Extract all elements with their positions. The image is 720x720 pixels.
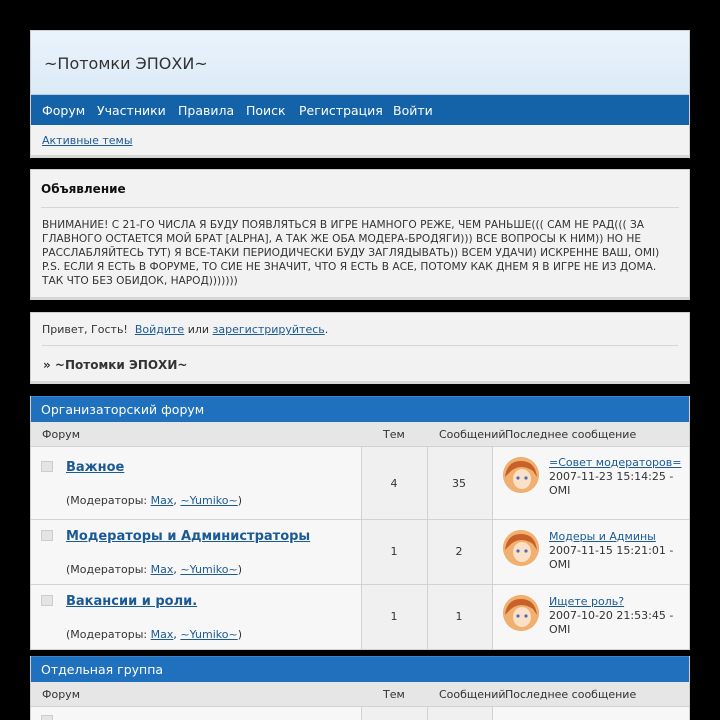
forum-link[interactable]: Важное	[66, 460, 125, 475]
topic-count: 1	[390, 610, 398, 623]
site-header	[30, 30, 690, 158]
column-header	[31, 422, 689, 447]
nav-register[interactable]: Регистрация	[299, 103, 383, 118]
col-last: Последнее сообщение	[505, 428, 637, 441]
moderator-link[interactable]: ~Yumiko~	[180, 628, 238, 641]
col-posts: Сообщений	[439, 428, 506, 441]
forum-status-icon	[41, 530, 53, 541]
post-count: 2	[455, 545, 463, 558]
moderators-label: (Модераторы:	[66, 494, 148, 507]
column-header	[31, 682, 689, 707]
paren: )	[237, 563, 243, 576]
moderators	[66, 563, 242, 576]
forum-link[interactable]: Модераторы и Администраторы	[66, 529, 311, 544]
announcement-box	[30, 169, 690, 300]
nav-forum[interactable]: Форум	[42, 103, 86, 118]
avatar[interactable]	[503, 595, 539, 631]
forum-row	[31, 585, 689, 650]
last-post-meta: 2007-10-20 21:53:45 - OMI	[549, 609, 674, 636]
login-link[interactable]: Войдите	[134, 323, 185, 336]
category-title[interactable]: Отдельная группа	[31, 656, 689, 682]
last-post-meta: 2007-11-23 15:14:25 - OMI	[549, 470, 674, 497]
last-post-link[interactable]: =Совет модераторов=	[549, 456, 682, 469]
greeting-text: Привет, Гость!	[42, 323, 128, 336]
forum-status-icon	[41, 595, 53, 606]
nav-rules[interactable]: Правила	[178, 103, 235, 118]
last-post-link[interactable]: Модеры и Админы	[549, 530, 656, 543]
category-title[interactable]: Организаторский форум	[31, 396, 689, 422]
comma: ,	[173, 494, 177, 507]
last-post-link[interactable]: Ищете роль?	[549, 595, 625, 608]
post-count: 1	[455, 610, 463, 623]
active-topics-link[interactable]: Активные темы	[42, 134, 133, 147]
or-text: или	[187, 323, 210, 336]
forum-link[interactable]: Вакансии и роли.	[66, 594, 198, 609]
forum-row	[31, 707, 689, 720]
nav-search[interactable]: Поиск	[246, 103, 286, 118]
moderator-link[interactable]: ~Yumiko~	[180, 563, 238, 576]
topic-count: 1	[390, 545, 398, 558]
moderators-label: (Модераторы:	[66, 628, 148, 641]
breadcrumb[interactable]: » ~Потомки ЭПОХИ~	[43, 358, 188, 372]
forum-status-icon	[41, 461, 53, 472]
welcome-line	[42, 323, 328, 336]
moderator-link[interactable]: ~Yumiko~	[180, 494, 238, 507]
moderators	[66, 494, 242, 507]
last-post	[549, 595, 684, 637]
forum-status-icon	[41, 715, 53, 720]
last-post-meta: 2007-11-15 15:21:01 - OMI	[549, 544, 674, 571]
paren: )	[237, 628, 243, 641]
col-posts: Сообщений	[439, 688, 506, 701]
nav-login[interactable]: Войти	[393, 103, 433, 118]
divider	[42, 345, 678, 346]
moderators	[66, 628, 242, 641]
col-last: Последнее сообщение	[505, 688, 637, 701]
comma: ,	[173, 628, 177, 641]
avatar[interactable]	[503, 530, 539, 566]
col-topics: Тем	[383, 428, 405, 441]
moderator-link[interactable]: Max	[150, 563, 174, 576]
avatar[interactable]	[503, 457, 539, 493]
col-topics: Тем	[383, 688, 405, 701]
register-link[interactable]: зарегистрируйтесь	[212, 323, 325, 336]
site-title[interactable]: ~Потомки ЭПОХИ~	[44, 54, 208, 73]
period: .	[324, 323, 329, 336]
col-forum: Форум	[42, 688, 80, 701]
main-nav	[31, 95, 689, 125]
nav-members[interactable]: Участники	[97, 103, 166, 118]
category-separate-group	[30, 656, 690, 720]
last-post	[549, 530, 684, 572]
announcement-text: ВНИМАНИЕ! С 21-ГО ЧИСЛА Я БУДУ ПОЯВЛЯТЬСЯ В ИГРЕ НАМНОГО РЕЖЕ, ЧЕМ РАНЬШЕ((( САМ НЕ РАД((( ЗА ГЛАВНОГО ОСТАЕТСЯ МОЙ БРАТ [ALPHA], А ТАК ЖЕ ОБА МОДЕРА-БРОДЯГИ))) ВСЕ ВОПРОСЫ К НИМ)) НО НЕ РАССЛАБЛЯЙТЕСЬ ТУТ) Я ВСЕ-ТАКИ ПЕРИОДИЧЕСКИ БУДУ ЗАГЛЯДЫВАТЬ)) ВСЕМ УДАЧИ) ИСКРЕННЕ ВАШ, OMI) P.S. ЕСЛИ Я ЕСТЬ В ФОРУМЕ, ТО СИЕ НЕ ЗНАЧИТ, ЧТО Я ЕСТЬ В АСЕ, ПОТОМУ КАК ДНЕМ Я В ИГРЕ НЕ ИЗ ДОМА. ТАК ЧТО БЕЗ ОБИДОК, НАРОД)))))))	[42, 219, 660, 287]
moderator-link[interactable]: Max	[150, 494, 174, 507]
post-count: 35	[452, 477, 466, 490]
forum-row	[31, 520, 689, 585]
comma: ,	[173, 563, 177, 576]
announcement-title: Объявление	[41, 182, 126, 196]
category-organizers	[30, 396, 690, 650]
col-forum: Форум	[42, 428, 80, 441]
moderators-label: (Модераторы:	[66, 563, 148, 576]
divider	[41, 207, 679, 208]
paren: )	[237, 494, 243, 507]
forum-row	[31, 447, 689, 520]
last-post	[549, 456, 684, 498]
topic-count: 4	[390, 477, 398, 490]
welcome-box	[30, 312, 690, 384]
moderator-link[interactable]: Max	[150, 628, 174, 641]
